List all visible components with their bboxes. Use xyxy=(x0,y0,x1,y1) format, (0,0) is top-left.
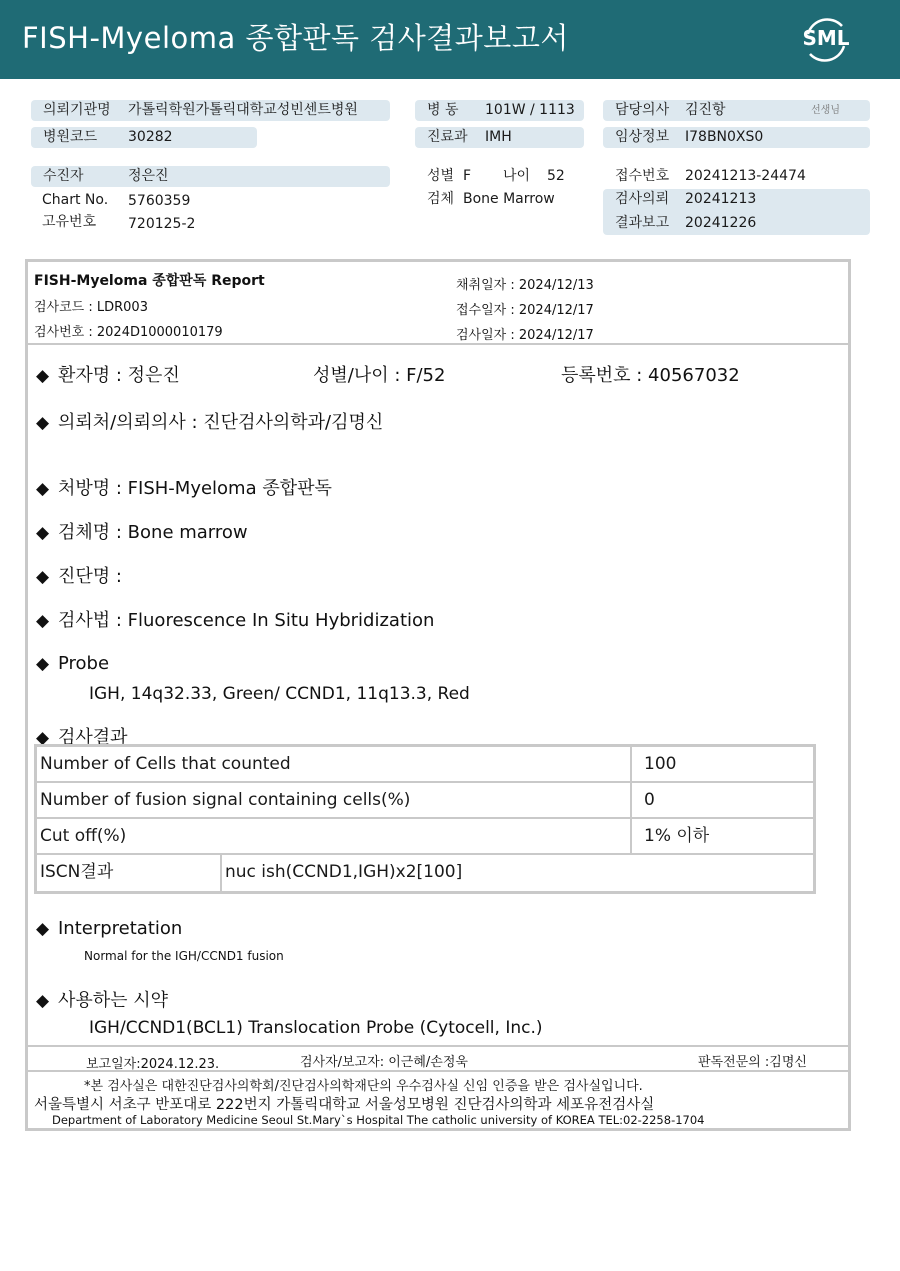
interpretation-item xyxy=(36,918,182,939)
examiner: 검사자/보고자: 이근혜/손정욱 xyxy=(300,1055,468,1070)
diamond-icon: ◆ xyxy=(36,413,50,433)
receipt-row xyxy=(603,166,870,187)
referrer: 의뢰처/의뢰의사 : 진단검사의학과/김명신 xyxy=(58,412,384,433)
collect-date: 채취일자 : 2024/12/13 xyxy=(456,278,594,293)
result-row-label: Cut off(%) xyxy=(40,826,127,846)
probe-title: Probe xyxy=(58,653,110,674)
page-title: FISH-Myeloma 종합판독 검사결과보고서 xyxy=(22,21,569,55)
sex-age: 성별/나이 : F/52 xyxy=(313,365,446,386)
table-row xyxy=(37,819,813,855)
doctor-value: 김진항 xyxy=(685,102,726,118)
reagent-item xyxy=(36,986,168,1012)
request-result-block xyxy=(603,189,870,235)
diagnosis: 진단명 : xyxy=(58,566,122,587)
result-row-value: 0 xyxy=(630,783,813,819)
interpretation-text: Normal for the IGH/CCND1 fusion xyxy=(84,949,284,963)
receipt-value: 20241213-24474 xyxy=(685,168,806,184)
receipt-label: 접수번호 xyxy=(615,168,670,184)
specimen-name: 검체명 : Bone marrow xyxy=(58,522,248,543)
iscn-label: ISCN결과 xyxy=(40,862,114,882)
specimen-label: 검체 xyxy=(427,191,455,207)
result-row-value: 100 xyxy=(630,747,813,783)
result-label: 결과보고 xyxy=(615,215,670,231)
hospital-code-value: 30282 xyxy=(128,129,173,145)
table-row xyxy=(37,855,813,891)
sml-logo xyxy=(798,12,854,68)
department-info: Department of Laboratory Medicine Seoul St.Mary`s Hospital The catholic university of KOREA TEL:02-2258-1704 xyxy=(52,1113,705,1127)
result-table xyxy=(34,744,816,894)
unique-no-value: 720125-2 xyxy=(128,216,196,232)
lab-address: 서울특별시 서초구 반포대로 222번지 가톨릭대학교 서울성모병원 진단검사의학과 세포유전검사실 xyxy=(34,1097,655,1113)
doctor-suffix: 선생님 xyxy=(811,105,840,116)
patient-name: 환자명 : 정은진 xyxy=(58,365,180,386)
diamond-icon: ◆ xyxy=(36,366,50,386)
sex-value: F xyxy=(463,168,472,184)
diamond-icon: ◆ xyxy=(36,611,50,631)
test-number: 검사번호 : 2024D1000010179 xyxy=(34,325,223,340)
result-value: 20241226 xyxy=(685,215,757,231)
diamond-icon: ◆ xyxy=(36,567,50,587)
prescription: 처방명 : FISH-Myeloma 종합판독 xyxy=(58,478,332,499)
specimen-item xyxy=(36,518,248,544)
reagent-title: 사용하는 시약 xyxy=(58,990,169,1011)
probe-text: IGH, 14q32.33, Green/ CCND1, 11q13.3, Red xyxy=(89,684,470,704)
footer-separator-top xyxy=(28,1045,848,1047)
hospital-code-label: 병원코드 xyxy=(43,129,98,145)
report-frame xyxy=(25,259,851,1131)
dept-label: 진료과 xyxy=(427,129,468,145)
title-banner xyxy=(0,0,900,79)
ward-value: 101W / 1113 xyxy=(485,102,575,118)
diamond-icon: ◆ xyxy=(36,991,50,1011)
interpretation-title: Interpretation xyxy=(58,918,183,939)
referrer-item xyxy=(36,408,383,434)
exam-date: 검사일자 : 2024/12/17 xyxy=(456,328,594,343)
table-row xyxy=(37,747,813,783)
ward-row xyxy=(415,100,584,121)
diamond-icon: ◆ xyxy=(36,479,50,499)
clinical-value: I78BN0XS0 xyxy=(685,129,764,145)
result-title: 검사결과 xyxy=(58,727,128,748)
ward-label: 병 동 xyxy=(427,102,459,118)
test-code: 검사코드 : LDR003 xyxy=(34,300,148,315)
age-label: 나이 xyxy=(503,168,531,184)
hospital-code-row xyxy=(31,127,257,148)
footer-separator-bottom xyxy=(28,1070,848,1072)
diamond-icon: ◆ xyxy=(36,523,50,543)
patient-name-item xyxy=(36,361,180,387)
unique-no-label: 고유번호 xyxy=(42,214,97,230)
institution-label: 의뢰기관명 xyxy=(43,102,111,118)
report-date: 보고일자:2024.12.23. xyxy=(86,1057,220,1072)
receive-date: 접수일자 : 2024/12/17 xyxy=(456,303,594,318)
result-row-value: 1% 이하 xyxy=(630,819,813,855)
result-row-label: Number of fusion signal containing cells(%) xyxy=(40,790,411,810)
iscn-value: nuc ish(CCND1,IGH)x2[100] xyxy=(220,855,813,891)
clinical-label: 임상정보 xyxy=(615,129,670,145)
sex-label: 성별 xyxy=(427,168,455,184)
diamond-icon: ◆ xyxy=(36,919,50,939)
specimen-value: Bone Marrow xyxy=(463,191,555,207)
header-separator xyxy=(28,343,848,345)
institution-row xyxy=(31,100,390,121)
doctor-label: 담당의사 xyxy=(615,102,670,118)
prescription-item xyxy=(36,474,332,500)
result-row-label: Number of Cells that counted xyxy=(40,754,291,774)
logo-text: SML xyxy=(802,26,850,50)
institution-value: 가톨릭학원가톨릭대학교성빈센트병원 xyxy=(128,102,358,118)
certification-note: *본 검사실은 대한진단검사의학회/진단검사의학재단의 우수검사실 신임 인증을 받은 검사실입니다. xyxy=(84,1079,643,1094)
request-label: 검사의뢰 xyxy=(615,191,670,207)
probe-item xyxy=(36,653,109,674)
reagent-text: IGH/CCND1(BCL1) Translocation Probe (Cytocell, Inc.) xyxy=(89,1018,543,1038)
dept-value: IMH xyxy=(485,129,512,145)
examinee-value: 정은진 xyxy=(128,168,169,184)
diagnosis-item xyxy=(36,562,122,588)
report-title: FISH-Myeloma 종합판독 Report xyxy=(34,273,265,289)
method-item xyxy=(36,606,434,632)
test-method: 검사법 : Fluorescence In Situ Hybridization xyxy=(58,610,435,631)
age-value: 52 xyxy=(547,168,565,184)
specialist: 판독전문의 :김명신 xyxy=(698,1055,807,1070)
examinee-row xyxy=(31,166,390,187)
diamond-icon: ◆ xyxy=(36,654,50,674)
examinee-label: 수진자 xyxy=(43,168,84,184)
request-value: 20241213 xyxy=(685,191,757,207)
clinical-row xyxy=(603,127,870,148)
registration-number: 등록번호 : 40567032 xyxy=(561,365,740,386)
doctor-row xyxy=(603,100,870,121)
dept-row xyxy=(415,127,584,148)
chart-no-value: 5760359 xyxy=(128,193,191,209)
diamond-icon: ◆ xyxy=(36,728,50,748)
table-row xyxy=(37,783,813,819)
chart-no-label: Chart No. xyxy=(42,192,109,208)
